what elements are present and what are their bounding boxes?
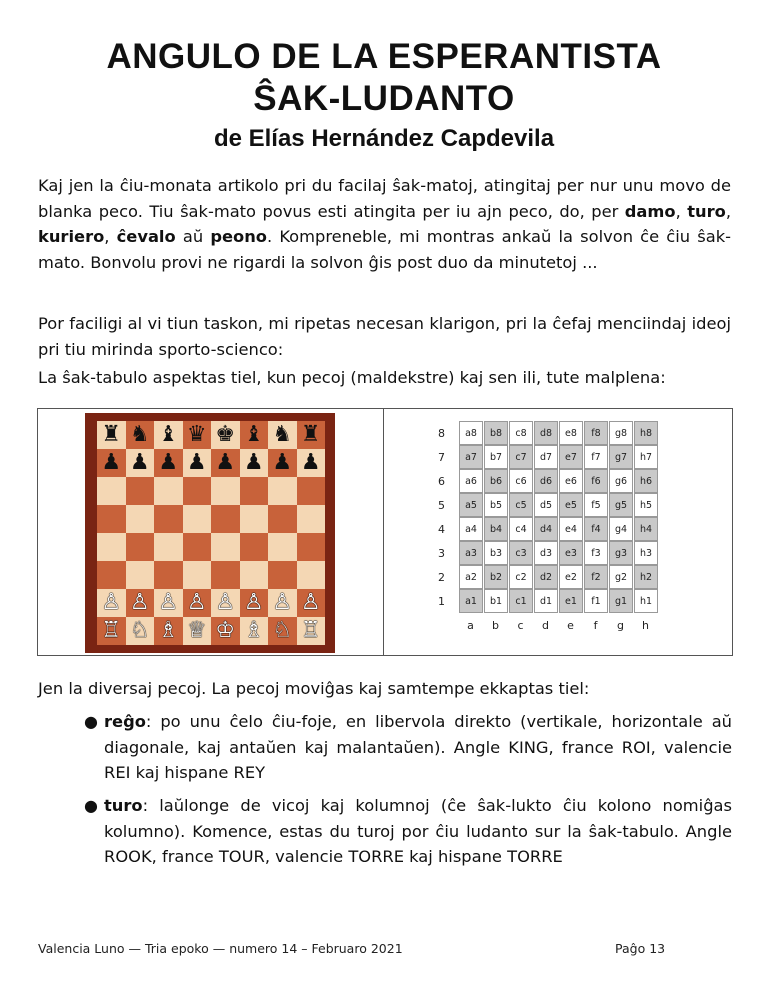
square-d3	[183, 561, 212, 589]
grid-cell-a8: a8	[459, 421, 483, 445]
rank-label: 4	[438, 522, 445, 536]
square-g7	[268, 449, 297, 477]
word-turo: turo	[687, 201, 726, 221]
rank-label: 3	[438, 546, 445, 560]
rank-label: 7	[438, 450, 445, 464]
grid-cell-h7: h7	[634, 445, 658, 469]
grid-cell-f8: f8	[584, 421, 608, 445]
word-au: aŭ	[175, 227, 211, 246]
comma-2: ,	[725, 201, 731, 221]
grid-cell-g7: g7	[609, 445, 633, 469]
square-d8	[183, 421, 212, 449]
chess-piece-icon: ♞	[272, 422, 293, 447]
square-h3	[297, 561, 326, 589]
comma-1: ,	[675, 201, 688, 221]
square-h1	[297, 617, 326, 645]
rank-label: 2	[438, 570, 445, 584]
title-line-2: ŜAK-LUDANTO	[253, 79, 515, 118]
grid-cell-c6: c6	[509, 469, 533, 493]
grid-rank-row	[438, 493, 658, 517]
word-damo: damo	[624, 201, 676, 221]
square-a2	[97, 589, 126, 617]
grid-cell-e8: e8	[559, 421, 583, 445]
grid-cell-b1: b1	[484, 589, 508, 613]
intro-text-1: Kaj jen la ĉiu-monata artikolo pri du facilaj ŝak-matoj, atingitaj per nur unu movo de blanka peco. Tiu ŝak-mato povus esti atingita per iu ajn peco, do, per	[38, 176, 731, 221]
bullet-marker-2: ●	[84, 796, 98, 815]
grid-cell-e2: e2	[559, 565, 583, 589]
grid-cell-c8: c8	[509, 421, 533, 445]
chess-piece-icon: ♖	[300, 618, 321, 643]
grid-cell-g6: g6	[609, 469, 633, 493]
square-c6	[154, 477, 183, 505]
grid-cell-e6: e6	[559, 469, 583, 493]
comma-3: ,	[104, 227, 117, 246]
intro-paragraph	[38, 173, 731, 275]
square-e3	[211, 561, 240, 589]
square-b4	[126, 533, 155, 561]
figure-divider	[383, 409, 384, 655]
chess-piece-icon: ♙	[272, 590, 293, 615]
grid-cell-e4: e4	[559, 517, 583, 541]
author-line: de Elías Hernández Capdevila	[213, 125, 555, 152]
square-g8	[268, 421, 297, 449]
grid-rank-row	[438, 517, 658, 541]
chess-piece-icon: ♗	[243, 618, 264, 643]
square-b6	[126, 477, 155, 505]
square-b1	[126, 617, 155, 645]
chess-piece-icon: ♞	[129, 422, 150, 447]
square-e8	[211, 421, 240, 449]
square-h2	[297, 589, 326, 617]
square-b8	[126, 421, 155, 449]
paragraph-3: La ŝak-tabulo aspektas tiel, kun pecoj (maldekstre) kaj sen ili, tute malplena:	[38, 368, 666, 387]
bullet-marker-1: ●	[84, 712, 98, 731]
square-g5	[268, 505, 297, 533]
title-line-1: ANGULO DE LA ESPERANTISTA	[106, 37, 662, 76]
grid-cell-b2: b2	[484, 565, 508, 589]
grid-rank-row	[438, 589, 658, 613]
square-a6	[97, 477, 126, 505]
square-f2	[240, 589, 269, 617]
square-f7	[240, 449, 269, 477]
grid-cell-a7: a7	[459, 445, 483, 469]
square-c3	[154, 561, 183, 589]
square-h7	[297, 449, 326, 477]
square-c4	[154, 533, 183, 561]
rank-label: 5	[438, 498, 445, 512]
square-f5	[240, 505, 269, 533]
file-label: h	[642, 619, 649, 632]
grid-cell-f5: f5	[584, 493, 608, 517]
chess-piece-icon: ♛	[186, 422, 207, 447]
file-label: c	[517, 619, 524, 632]
file-labels	[458, 619, 658, 632]
grid-cell-g2: g2	[609, 565, 633, 589]
chessboard-grid	[97, 421, 325, 645]
grid-cell-f7: f7	[584, 445, 608, 469]
chess-piece-icon: ♔	[215, 618, 236, 643]
grid-cell-b6: b6	[484, 469, 508, 493]
square-a8	[97, 421, 126, 449]
grid-cell-e1: e1	[559, 589, 583, 613]
bullet-text-1: : po unu ĉelo ĉiu-foje, en libervola direkto (vertikale, horizontale aŭ diagonale, kaj antaŭen kaj malantaŭen). Angle KING, france ROI, valencie REI kaj hispane REY	[104, 712, 732, 782]
grid-cell-a5: a5	[459, 493, 483, 517]
word-kuriero: kuriero	[38, 227, 105, 246]
square-e4	[211, 533, 240, 561]
grid-cell-g8: g8	[609, 421, 633, 445]
bullet-item-rook	[104, 793, 732, 870]
grid-cell-c3: c3	[509, 541, 533, 565]
chess-piece-icon: ♜	[101, 422, 122, 447]
grid-cell-e7: e7	[559, 445, 583, 469]
chess-piece-icon: ♟	[215, 450, 236, 475]
intro-text-2: . Kompreneble, mi montras ankaŭ la solvon ĉe ĉiu ŝak-mato. Bonvolu provi ne rigardi la solvon ĝis post duo da minutetoj ...	[38, 227, 732, 272]
square-a1	[97, 617, 126, 645]
grid-cell-f4: f4	[584, 517, 608, 541]
grid-cell-b7: b7	[484, 445, 508, 469]
grid-cell-g3: g3	[609, 541, 633, 565]
square-b7	[126, 449, 155, 477]
chess-piece-icon: ♗	[158, 618, 179, 643]
file-label: e	[567, 619, 574, 632]
chess-piece-icon: ♕	[186, 618, 207, 643]
square-b3	[126, 561, 155, 589]
bullet-term-1: reĝo	[104, 712, 146, 731]
grid-cell-h6: h6	[634, 469, 658, 493]
paragraph-4: Jen la diversaj pecoj. La pecoj moviĝas kaj samtempe ekkaptas tiel:	[38, 679, 590, 698]
square-g3	[268, 561, 297, 589]
chess-piece-icon: ♙	[158, 590, 179, 615]
chess-piece-icon: ♚	[215, 422, 236, 447]
chess-piece-icon: ♖	[101, 618, 122, 643]
square-h6	[297, 477, 326, 505]
grid-cell-c5: c5	[509, 493, 533, 517]
grid-rank-row	[438, 541, 658, 565]
chess-piece-icon: ♟	[243, 450, 264, 475]
chess-piece-icon: ♟	[186, 450, 207, 475]
grid-rank-row	[438, 421, 658, 445]
grid-cell-e3: e3	[559, 541, 583, 565]
file-label: a	[467, 619, 474, 632]
grid-rank-row	[438, 565, 658, 589]
square-f4	[240, 533, 269, 561]
grid-rank-row	[438, 445, 658, 469]
chess-piece-icon: ♟	[300, 450, 321, 475]
square-e6	[211, 477, 240, 505]
rank-label: 6	[438, 474, 445, 488]
square-h8	[297, 421, 326, 449]
chess-piece-icon: ♟	[129, 450, 150, 475]
bullet-item-king	[104, 709, 732, 786]
grid-cell-d5: d5	[534, 493, 558, 517]
chess-piece-icon: ♙	[300, 590, 321, 615]
square-d5	[183, 505, 212, 533]
chessboard-with-pieces	[85, 413, 335, 653]
chess-piece-icon: ♙	[129, 590, 150, 615]
grid-cell-d4: d4	[534, 517, 558, 541]
grid-cell-d6: d6	[534, 469, 558, 493]
square-f8	[240, 421, 269, 449]
bullet-text-2: : laŭlonge de vicoj kaj kolumnoj (ĉe ŝak-lukto ĉiu kolono nomiĝas kolumno). Komence, estas du turoj por ĉiu ludanto sur la ŝak-tabulo. Angle ROOK, france TOUR, valencie TORRE kaj hispane TORRE	[104, 796, 732, 866]
square-f6	[240, 477, 269, 505]
square-a5	[97, 505, 126, 533]
square-f3	[240, 561, 269, 589]
chess-piece-icon: ♝	[243, 422, 264, 447]
paragraph-2: Por faciligi al vi tiun taskon, mi ripetas necesan klarigon, pri la ĉefaj menciindaj ideoj pri tiu mirinda sporto-scienco:	[38, 314, 731, 359]
word-cevalo: ĉevalo	[116, 227, 176, 246]
square-g4	[268, 533, 297, 561]
grid-cell-h1: h1	[634, 589, 658, 613]
square-c1	[154, 617, 183, 645]
square-d4	[183, 533, 212, 561]
empty-chessboard	[438, 421, 658, 632]
square-e7	[211, 449, 240, 477]
grid-cell-g1: g1	[609, 589, 633, 613]
rank-label: 1	[438, 594, 445, 608]
chess-piece-icon: ♙	[101, 590, 122, 615]
square-g6	[268, 477, 297, 505]
chessboard-figure	[37, 408, 733, 656]
rank-label: 8	[438, 426, 445, 440]
square-b5	[126, 505, 155, 533]
grid-cell-h4: h4	[634, 517, 658, 541]
grid-cell-h3: h3	[634, 541, 658, 565]
chess-piece-icon: ♟	[272, 450, 293, 475]
square-a3	[97, 561, 126, 589]
grid-cell-a1: a1	[459, 589, 483, 613]
footer-page-number: Paĝo 13	[615, 941, 666, 956]
grid-cell-d2: d2	[534, 565, 558, 589]
chess-piece-icon: ♙	[243, 590, 264, 615]
grid-cell-h8: h8	[634, 421, 658, 445]
grid-cell-b8: b8	[484, 421, 508, 445]
grid-rank-row	[438, 469, 658, 493]
grid-cell-c4: c4	[509, 517, 533, 541]
square-e5	[211, 505, 240, 533]
bullet-term-2: turo	[104, 796, 143, 815]
square-d1	[183, 617, 212, 645]
footer-publication: Valencia Luno — Tria epoko — numero 14 – Februaro 2021	[38, 941, 403, 956]
grid-cell-c1: c1	[509, 589, 533, 613]
grid-cell-a6: a6	[459, 469, 483, 493]
chess-piece-icon: ♝	[158, 422, 179, 447]
chess-piece-icon: ♟	[158, 450, 179, 475]
file-label: b	[492, 619, 499, 632]
chess-piece-icon: ♘	[272, 618, 293, 643]
square-b2	[126, 589, 155, 617]
chess-piece-icon: ♘	[129, 618, 150, 643]
file-label: g	[617, 619, 624, 632]
grid-cell-d3: d3	[534, 541, 558, 565]
square-h5	[297, 505, 326, 533]
file-label: f	[593, 619, 598, 632]
grid-cell-d7: d7	[534, 445, 558, 469]
chess-piece-icon: ♙	[186, 590, 207, 615]
grid-cell-a4: a4	[459, 517, 483, 541]
grid-cell-a3: a3	[459, 541, 483, 565]
grid-cell-f6: f6	[584, 469, 608, 493]
grid-cell-g4: g4	[609, 517, 633, 541]
square-c7	[154, 449, 183, 477]
square-f1	[240, 617, 269, 645]
grid-cell-b5: b5	[484, 493, 508, 517]
square-g1	[268, 617, 297, 645]
grid-cell-c2: c2	[509, 565, 533, 589]
grid-cell-b3: b3	[484, 541, 508, 565]
square-d2	[183, 589, 212, 617]
grid-cell-d8: d8	[534, 421, 558, 445]
grid-cell-d1: d1	[534, 589, 558, 613]
square-d6	[183, 477, 212, 505]
square-e1	[211, 617, 240, 645]
chess-piece-icon: ♟	[101, 450, 122, 475]
word-peono: peono	[210, 227, 267, 246]
file-label: d	[542, 619, 549, 632]
chess-piece-icon: ♙	[215, 590, 236, 615]
grid-cell-b4: b4	[484, 517, 508, 541]
grid-cell-e5: e5	[559, 493, 583, 517]
grid-cell-a2: a2	[459, 565, 483, 589]
square-e2	[211, 589, 240, 617]
square-c2	[154, 589, 183, 617]
square-a4	[97, 533, 126, 561]
grid-cell-f2: f2	[584, 565, 608, 589]
square-g2	[268, 589, 297, 617]
grid-cell-c7: c7	[509, 445, 533, 469]
square-c8	[154, 421, 183, 449]
square-c5	[154, 505, 183, 533]
square-a7	[97, 449, 126, 477]
grid-cell-f1: f1	[584, 589, 608, 613]
chess-piece-icon: ♜	[300, 422, 321, 447]
grid-cell-h5: h5	[634, 493, 658, 517]
grid-cell-g5: g5	[609, 493, 633, 517]
grid-cell-f3: f3	[584, 541, 608, 565]
square-h4	[297, 533, 326, 561]
grid-cell-h2: h2	[634, 565, 658, 589]
square-d7	[183, 449, 212, 477]
